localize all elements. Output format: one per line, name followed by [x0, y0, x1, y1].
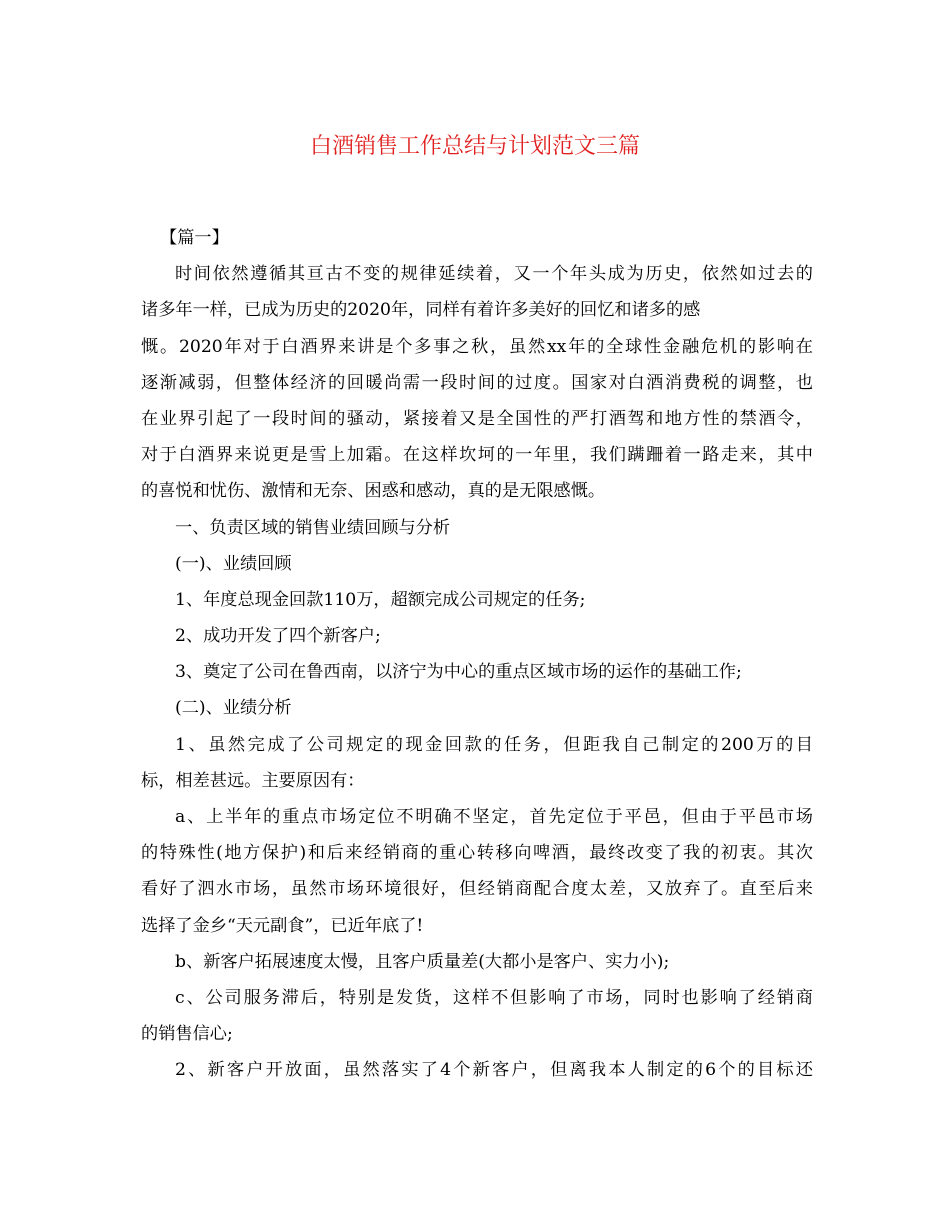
paragraph-line: c、公司服务滞后，特别是发货，这样不但影响了市场，同时也影响了经销商: [175, 987, 813, 1008]
paragraph-line: b、新客户拓展速度太慢，且客户质量差(大都小是客户、实力小);: [175, 951, 670, 972]
paragraph-line: 2、新客户开放面，虽然落实了4个新客户，但离我本人制定的6个的目标还: [175, 1060, 813, 1081]
paragraph-line: 慨。2020年对于白酒界来讲是个多事之秋，虽然xx年的全球性金融危机的影响在: [141, 336, 813, 357]
paragraph-line: 在业界引起了一段时间的骚动，紧接着又是全国性的严打酒驾和地方性的禁酒令，: [141, 408, 813, 429]
document-title: 白酒销售工作总结与计划范文三篇: [309, 134, 640, 159]
paragraph-line: 看好了泗水市场，虽然市场环境很好，但经销商配合度太差，又放弃了。直至后来: [141, 879, 813, 900]
paragraph-line: 的喜悦和忧伤、激情和无奈、困惑和感动，真的是无限感慨。: [141, 481, 606, 502]
paragraph-line: 诸多年一样，已成为历史的2020年，同样有着许多美好的回忆和诸多的感: [141, 300, 701, 321]
paragraph-line: 1、虽然完成了公司规定的现金回款的任务，但距我自己制定的200万的目: [175, 734, 813, 755]
paragraph-line: 【篇一】: [160, 228, 229, 248]
paragraph-line: a、上半年的重点市场定位不明确不坚定，首先定位于平邑，但由于平邑市场: [175, 807, 813, 827]
paragraph-line: 的销售信心;: [141, 1024, 233, 1045]
paragraph-line: 对于白酒界来说更是雪上加霜。在这样坎坷的一年里，我们蹒跚着一路走来，其中: [141, 445, 813, 466]
paragraph-line: 3、奠定了公司在鲁西南，以济宁为中心的重点区域市场的运作的基础工作;: [175, 662, 742, 683]
paragraph-line: 一、负责区域的销售业绩回顾与分析: [175, 517, 451, 538]
paragraph-line: 的特殊性(地方保护)和后来经销商的重心转移向啤酒，最终改变了我的初衷。其次: [141, 843, 813, 864]
paragraph-line: 逐渐减弱，但整体经济的回暖尚需一段时间的过度。国家对白酒消费税的调整，也: [141, 372, 813, 393]
paragraph-line: 标，相差甚远。主要原因有：: [141, 770, 365, 791]
paragraph-line: 选择了金乡“天元副食”，已近年底了!: [141, 915, 424, 936]
paragraph-line: 1、年度总现金回款110万，超额完成公司规定的任务;: [175, 589, 586, 610]
paragraph-line: 时间依然遵循其亘古不变的规律延续着，又一个年头成为历史，依然如过去的: [175, 264, 813, 285]
paragraph-line: (一)、业绩回顾: [175, 553, 292, 574]
document-body: [141, 220, 813, 1089]
paragraph-line: 2、成功开发了四个新客户;: [175, 626, 381, 647]
paragraph-line: (二)、业绩分析: [175, 698, 292, 719]
